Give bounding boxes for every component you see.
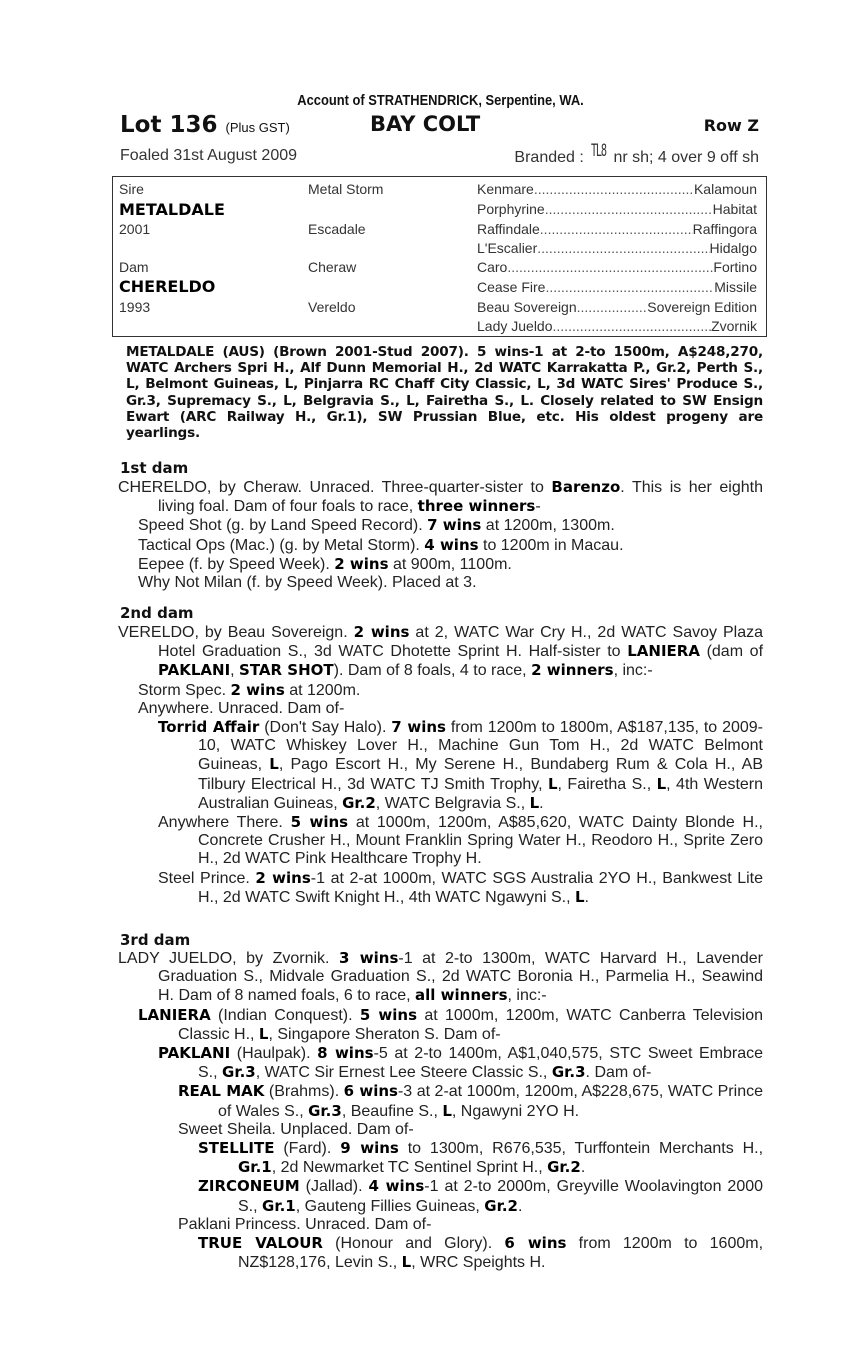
ggp-right: Raffingora	[692, 221, 757, 237]
ggp-right: Hidalgo	[709, 240, 757, 256]
dam-year: 1993	[119, 299, 151, 315]
third-dam-intro: LADY JUELDO, by Zvornik. 3 wins-1 at 2-to 1300m, WATC Harvard H., Lavender Graduation S., Midvale Graduation S., 2d WATC Boronia H., Parmelia H., Seawind H. Dam of 8 named foals, 6 to race, all winners, inc:-	[118, 949, 764, 1005]
progeny-entry: Paklani Princess. Unraced. Dam of-	[178, 1215, 432, 1233]
leader-dots	[537, 240, 709, 256]
lot-label: Lot 136	[120, 112, 218, 138]
ggp-right: Fortino	[713, 259, 757, 275]
ggp-left: Caro	[477, 259, 508, 275]
progeny-entry: Torrid Affair (Don't Say Halo). 7 wins from 1200m to 1800m, A$187,135, to 2009-10, WATC Whiskey Lover H., Machine Gun Tom H., 2d WATC Belmont Guineas, L, Pago Escort H., My Serene H., Bundaberg Rum & Cola H., AB Tilbury Electrical H., 3d WATC TJ Smith Trophy, L, Fairetha S., L, 4th Western Australian Guineas, Gr.2, WATC Belgravia S., L.	[158, 718, 764, 812]
sire-dam: Escadale	[308, 221, 366, 237]
progeny-entry: LANIERA (Indian Conquest). 5 wins at 1000m, 1200m, WATC Canberra Television Classic H., L, Singapore Sheraton S. Dam of-	[138, 1005, 763, 1043]
dam-dam: Vereldo	[308, 299, 356, 315]
horse-description: BAY COLT	[370, 112, 481, 136]
first-dam-section	[118, 478, 763, 592]
sire-sire: Metal Storm	[308, 181, 384, 197]
pedigree-table	[112, 176, 767, 337]
brand-info	[514, 141, 759, 167]
ggp-right: Zvornik	[711, 318, 757, 334]
progeny-entry: Speed Shot (g. by Land Speed Record). 7 wins at 1200m, 1300m.	[138, 516, 615, 535]
great-grandparent-row	[477, 279, 757, 295]
progeny-entry: Anywhere. Unraced. Dam of-	[138, 699, 345, 717]
great-grandparent-row	[477, 259, 757, 275]
sire-summary: METALDALE (AUS) (Brown 2001-Stud 2007). 5 wins-1 at 2-to 1500m, A$248,270, WATC Archers Spri H., Alf Dunn Memorial H., 2d WATC Karrakatta P., Gr.2, Perth S., L, Belmont Guineas, L, Pinjarra RC Chaff City Classic, L, 3d WATC Sires' Produce S., Gr.3, Supremacy S., L, Belgravia S., L, Fairetha S., L. Closely related to SW Ensign Ewart (ARC Railway H., Gr.1), SW Prussian Blue, etc. His oldest progeny are yearlings.	[126, 344, 763, 442]
progeny-entry: ZIRCONEUM (Jallad). 4 wins-1 at 2-to 2000m, Greyville Woolavington 2000 S., Gr.1, Gauteng Fillies Guineas, Gr.2.	[198, 1177, 764, 1215]
ggp-left: Beau Sovereign	[477, 299, 577, 315]
ggp-left: Cease Fire	[477, 279, 546, 295]
first-dam-heading: 1st dam	[120, 459, 189, 477]
ggp-left: Lady Jueldo	[477, 318, 553, 334]
gst-note: (Plus GST)	[225, 120, 290, 135]
stable-row: Row Z	[703, 116, 759, 135]
great-grandparent-row	[477, 299, 757, 315]
ggp-right: Habitat	[712, 201, 757, 217]
progeny-entry: Eepee (f. by Speed Week). 2 wins at 900m, 1100m.	[138, 554, 512, 573]
brand-detail: nr sh; 4 over 9 off sh	[613, 149, 759, 166]
dam-name: CHERELDO	[119, 277, 216, 296]
lot-header	[120, 112, 763, 140]
second-dam-intro: VERELDO, by Beau Sovereign. 2 wins at 2, WATC War Cry H., 2d WATC Savoy Plaza Hotel Graduation S., 3d WATC Dhotette Sprint H. Half-sister to LANIERA (dam of PAKLANI, STAR SHOT). Dam of 8 foals, 4 to race, 2 winners, inc:-	[118, 623, 764, 680]
leader-dots	[545, 201, 713, 217]
great-grandparent-row	[477, 240, 757, 256]
great-grandparent-row	[477, 318, 757, 334]
ggp-right: Kalamoun	[693, 181, 757, 197]
leader-dots	[545, 279, 714, 295]
third-dam-heading: 3rd dam	[120, 931, 191, 949]
progeny-entry: Tactical Ops (Mac.) (g. by Metal Storm). 4 wins to 1200m in Macau.	[138, 535, 624, 554]
progeny-entry: Sweet Sheila. Unplaced. Dam of-	[178, 1120, 414, 1138]
progeny-entry: Why Not Milan (f. by Speed Week). Placed at 3.	[138, 574, 477, 592]
ggp-left: L'Escalier	[477, 240, 538, 256]
vendor-account: Account of STRATHENDRICK, Serpentine, WA.	[297, 92, 584, 109]
dam-label: Dam	[119, 259, 149, 275]
progeny-entry: STELLITE (Fard). 9 wins to 1300m, R676,535, Turffontein Merchants H., Gr.1, 2d Newmarket TC Sentinel Sprint H., Gr.2.	[198, 1139, 764, 1177]
second-dam-section	[118, 623, 763, 907]
second-dam-heading: 2nd dam	[120, 604, 194, 622]
dam-sire: Cheraw	[308, 259, 357, 275]
ggp-left: Kenmare	[477, 181, 534, 197]
brand-mark-icon: TL8	[591, 141, 607, 161]
leader-dots	[577, 299, 648, 315]
third-dam-section	[118, 949, 763, 1272]
sire-name: METALDALE	[119, 200, 225, 219]
leader-dots	[507, 259, 713, 275]
ggp-right: Sovereign Edition	[647, 299, 757, 315]
lot-number	[120, 112, 290, 138]
progeny-entry: Steel Prince. 2 wins-1 at 2-at 1000m, WATC SGS Australia 2YO H., Bankwest Lite H., 2d WATC Swift Knight H., 4th WATC Ngawyni S., L.	[158, 868, 764, 906]
branded-label: Branded :	[514, 149, 584, 166]
leader-dots	[540, 221, 693, 237]
sire-label: Sire	[119, 181, 144, 197]
ggp-left: Raffindale	[477, 221, 540, 237]
sire-year: 2001	[119, 221, 151, 237]
leader-dots	[534, 181, 694, 197]
progeny-entry: PAKLANI (Haulpak). 8 wins-5 at 2-to 1400m, A$1,040,575, STC Sweet Embrace S., Gr.3, WATC Sir Ernest Lee Steere Classic S., Gr.3. Dam of-	[158, 1044, 763, 1082]
foaling-date: Foaled 31st August 2009	[120, 147, 298, 164]
great-grandparent-row	[477, 181, 757, 197]
progeny-entry: Storm Spec. 2 wins at 1200m.	[138, 680, 361, 699]
progeny-entry: TRUE VALOUR (Honour and Glory). 6 wins from 1200m to 1600m, NZ$128,176, Levin S., L, WRC Speights H.	[198, 1234, 764, 1272]
ggp-left: Porphyrine	[477, 201, 545, 217]
great-grandparent-row	[477, 201, 757, 217]
progeny-entry: REAL MAK (Brahms). 6 wins-3 at 2-at 1000m, 1200m, A$228,675, WATC Prince of Wales S., Gr.3, Beaufine S., L, Ngawyni 2YO H.	[178, 1082, 763, 1120]
leader-dots	[553, 318, 712, 334]
first-dam-intro: CHERELDO, by Cheraw. Unraced. Three-quarter-sister to Barenzo. This is her eighth living foal. Dam of four foals to race, three winners-	[118, 478, 764, 516]
ggp-right: Missile	[714, 279, 757, 295]
great-grandparent-row	[477, 221, 757, 237]
progeny-entry: Anywhere There. 5 wins at 1000m, 1200m, A$85,620, WATC Dainty Blonde H., Concrete Crusher H., Mount Franklin Spring Water H., Reodoro H., Sprite Zero H., 2d WATC Pink Healthcare Trophy H.	[158, 813, 763, 868]
